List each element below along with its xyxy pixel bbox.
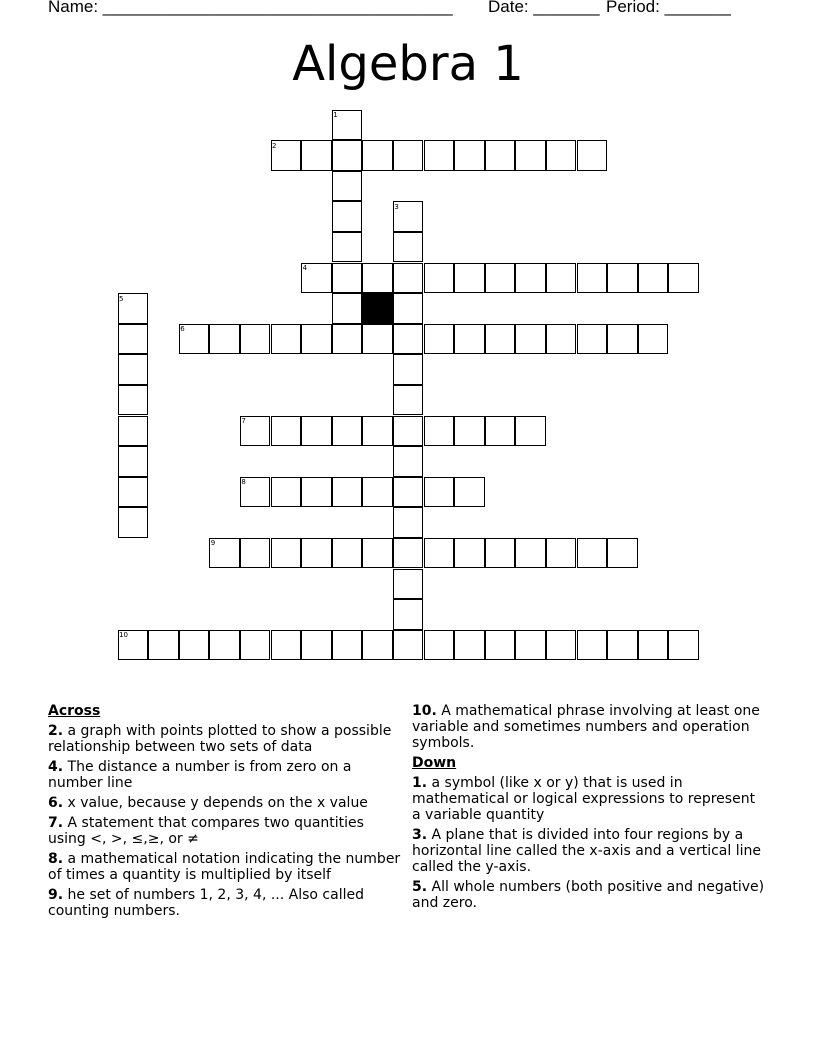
grid-cell[interactable] (332, 630, 363, 661)
clues-column-left (48, 703, 403, 923)
grid-cell[interactable] (332, 140, 363, 171)
grid-cell[interactable] (393, 569, 424, 600)
grid-cell[interactable] (393, 140, 424, 171)
clue-number: 6. (48, 795, 64, 811)
grid-cell[interactable] (148, 630, 179, 661)
clue-number: 5. (412, 879, 428, 895)
grid-cell[interactable] (424, 324, 455, 355)
across-clue (48, 723, 403, 755)
grid-cell[interactable] (577, 538, 608, 569)
grid-cell[interactable] (332, 171, 363, 202)
grid-cell[interactable] (424, 416, 455, 447)
grid-cell[interactable] (332, 293, 363, 324)
grid-cell[interactable] (271, 416, 302, 447)
grid-cell[interactable] (118, 354, 149, 385)
grid-cell[interactable] (332, 477, 363, 508)
clue-number: 2. (48, 723, 64, 739)
grid-cell[interactable] (362, 140, 393, 171)
grid-cell[interactable] (638, 324, 669, 355)
across-clue-list-continued (412, 703, 767, 751)
clue-number-10: 10 (119, 631, 128, 640)
grid-cell[interactable] (301, 630, 332, 661)
grid-cell[interactable] (393, 354, 424, 385)
clue-number-7: 7 (241, 417, 246, 425)
date-field-label[interactable]: Date: _______ (488, 0, 600, 16)
grid-cell[interactable] (332, 232, 363, 263)
grid-cell[interactable] (209, 630, 240, 661)
grid-cell[interactable] (362, 538, 393, 569)
grid-cell[interactable] (546, 140, 577, 171)
grid-cell[interactable] (301, 416, 332, 447)
grid-cell[interactable] (515, 263, 546, 294)
across-heading: Across (48, 703, 101, 719)
grid-cell[interactable] (362, 324, 393, 355)
grid-cell[interactable] (332, 324, 363, 355)
grid-cell[interactable] (301, 324, 332, 355)
across-clue (48, 795, 403, 811)
down-clue-list (412, 775, 767, 911)
across-clue (412, 703, 767, 751)
clue-text: a mathematical notation indicating the number of times a quantity is multiplied by itself (48, 851, 401, 883)
grid-cell[interactable] (393, 385, 424, 416)
grid-cell[interactable] (393, 630, 424, 661)
grid-cell[interactable] (454, 416, 485, 447)
grid-cell[interactable] (118, 385, 149, 416)
grid-cell[interactable] (332, 538, 363, 569)
clue-number-6: 6 (180, 325, 185, 334)
grid-cell[interactable] (271, 324, 302, 355)
grid-cell[interactable] (454, 140, 485, 171)
grid-cell[interactable] (546, 263, 577, 294)
grid-cell[interactable] (240, 538, 271, 569)
clue-text: A plane that is divided into four regions by a horizontal line called the x-axis and a vertical line called the y-axis. (412, 827, 761, 875)
clues-column-right (412, 703, 767, 915)
clue-number: 3. (412, 827, 428, 843)
grid-cell[interactable] (485, 140, 516, 171)
grid-cell[interactable] (332, 201, 363, 232)
grid-cell[interactable] (424, 263, 455, 294)
clue-number-4: 4 (302, 264, 308, 272)
across-clue (48, 815, 403, 847)
grid-cell[interactable] (638, 630, 669, 661)
clue-number: 9. (48, 887, 64, 903)
across-clue (48, 887, 403, 919)
grid-cell[interactable] (454, 538, 485, 569)
grid-cell[interactable] (546, 630, 577, 661)
grid-cell[interactable] (424, 140, 455, 171)
clue-number: 8. (48, 851, 64, 867)
grid-cell[interactable] (424, 538, 455, 569)
grid-cell[interactable] (179, 630, 210, 661)
grid-cell[interactable] (515, 324, 546, 355)
clue-number: 1. (412, 775, 428, 791)
page-title: Algebra 1 (292, 36, 524, 92)
clue-text: A mathematical phrase involving at least one variable and sometimes numbers and operation symbols. (412, 703, 760, 751)
grid-cell[interactable] (301, 538, 332, 569)
grid-cell[interactable] (485, 416, 516, 447)
clue-text: The distance a number is from zero on a number line (48, 759, 352, 791)
clue-text: a symbol (like x or y) that is used in mathematical or logical expressions to represent a variable quantity (412, 775, 756, 823)
grid-cell[interactable] (515, 140, 546, 171)
grid-cell[interactable] (577, 263, 608, 294)
grid-cell[interactable] (577, 324, 608, 355)
clue-text: A statement that compares two quantities using <, >, ≤,≥, or ≠ (48, 815, 364, 847)
clue-number: 7. (48, 815, 64, 831)
grid-cell[interactable] (454, 630, 485, 661)
clue-number-1: 1 (333, 111, 338, 119)
grid-cell[interactable] (546, 324, 577, 355)
grid-cell[interactable] (393, 599, 424, 630)
grid-cell[interactable] (577, 140, 608, 171)
grid-cell[interactable] (118, 324, 149, 355)
grid-cell[interactable] (240, 324, 271, 355)
period-field-label[interactable]: Period: _______ (606, 0, 731, 16)
grid-cell[interactable] (454, 263, 485, 294)
grid-cell[interactable] (362, 416, 393, 447)
grid-cell[interactable] (607, 538, 638, 569)
grid-cell[interactable] (515, 630, 546, 661)
grid-cell[interactable] (515, 538, 546, 569)
down-heading: Down (412, 755, 457, 771)
grid-cell[interactable] (271, 538, 302, 569)
grid-cell[interactable] (118, 446, 149, 477)
grid-cell[interactable] (454, 477, 485, 508)
grid-cell[interactable] (332, 416, 363, 447)
grid-cell[interactable] (118, 477, 149, 508)
grid-cell[interactable] (393, 446, 424, 477)
grid-cell[interactable] (424, 477, 455, 508)
name-field-label[interactable]: Name: _____________________________________ (48, 0, 453, 16)
clue-number-2: 2 (272, 141, 277, 150)
grid-cell[interactable] (515, 416, 546, 447)
grid-cell[interactable] (393, 538, 424, 569)
clue-text: All whole numbers (both positive and negative) and zero. (412, 879, 765, 911)
grid-cell[interactable] (485, 324, 516, 355)
grid-cell[interactable] (668, 263, 699, 294)
grid-cell[interactable] (424, 630, 455, 661)
grid-cell[interactable] (393, 232, 424, 263)
grid-cell[interactable] (454, 324, 485, 355)
grid-cell[interactable] (271, 630, 302, 661)
across-clue-list (48, 723, 403, 919)
clue-text: x value, because y depends on the x value (63, 795, 368, 811)
clue-number: 4. (48, 759, 64, 775)
clue-number-5: 5 (119, 294, 124, 303)
grid-cell[interactable] (362, 263, 393, 294)
grid-cell[interactable] (393, 507, 424, 538)
grid-cell[interactable] (362, 477, 393, 508)
across-clue (48, 759, 403, 791)
clue-number-3: 3 (394, 202, 399, 211)
grid-cell[interactable] (607, 263, 638, 294)
grid-cell[interactable] (118, 507, 149, 538)
grid-cell[interactable] (393, 293, 424, 324)
clue-number-8: 8 (241, 478, 246, 487)
down-clue (412, 879, 767, 911)
grid-cell[interactable] (118, 416, 149, 447)
clue-text: he set of numbers 1, 2, 3, 4, ... Also called counting numbers. (48, 887, 364, 919)
grid-cell[interactable] (485, 630, 516, 661)
grid-cell[interactable] (301, 140, 332, 171)
across-clue (48, 851, 403, 883)
grid-cell[interactable] (393, 416, 424, 447)
grid-cell[interactable] (362, 630, 393, 661)
grid-cell[interactable] (485, 263, 516, 294)
grid-cell[interactable] (393, 263, 424, 294)
grid-cell[interactable] (301, 477, 332, 508)
grid-cell[interactable] (209, 324, 240, 355)
blocked-cell (362, 293, 393, 324)
clue-number-9: 9 (210, 539, 216, 548)
grid-cell[interactable] (607, 324, 638, 355)
grid-cell[interactable] (485, 538, 516, 569)
grid-cell[interactable] (668, 630, 699, 661)
grid-cell[interactable] (638, 263, 669, 294)
grid-cell[interactable] (607, 630, 638, 661)
grid-cell[interactable] (332, 263, 363, 294)
clue-number: 10. (412, 703, 437, 719)
grid-cell[interactable] (240, 630, 271, 661)
header-line (48, 0, 768, 21)
grid-cell[interactable] (393, 477, 424, 508)
down-clue (412, 827, 767, 875)
grid-cell[interactable] (546, 538, 577, 569)
grid-cell[interactable] (577, 630, 608, 661)
down-clue (412, 775, 767, 823)
clue-text: a graph with points plotted to show a possible relationship between two sets of data (48, 723, 392, 755)
grid-cell[interactable] (393, 324, 424, 355)
grid-cell[interactable] (271, 477, 302, 508)
